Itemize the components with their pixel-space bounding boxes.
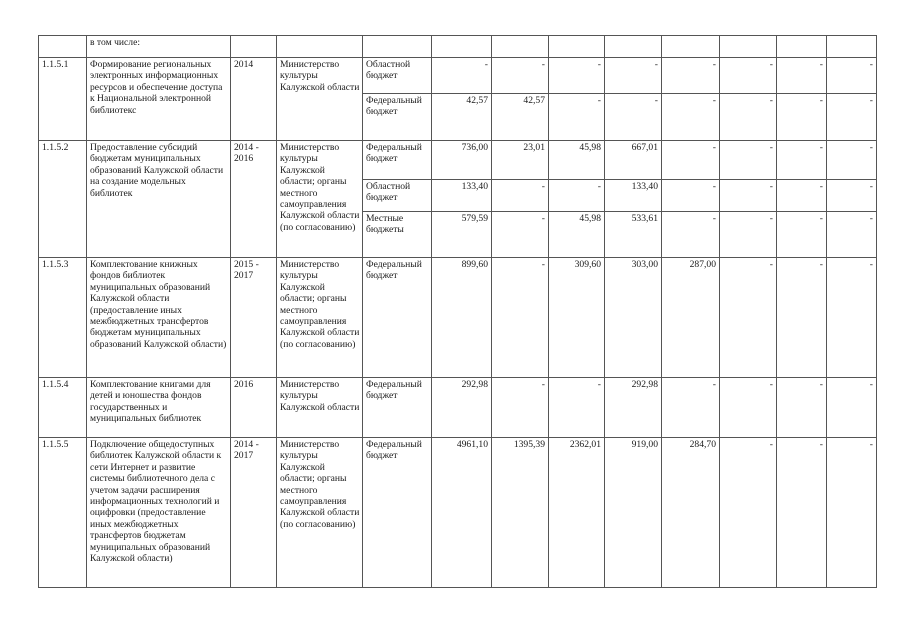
item-years-cell: 2016 — [231, 378, 277, 438]
item-code-cell: 1.1.5.2 — [39, 141, 87, 258]
subheading-cell: в том числе: — [87, 36, 231, 58]
amount-cell: - — [827, 58, 877, 94]
amount-cell: - — [720, 378, 777, 438]
table-row — [39, 36, 877, 58]
amount-cell: 919,00 — [605, 438, 662, 588]
funding-source-cell: Федеральный бюджет — [363, 141, 432, 180]
item-years-cell: 2014 — [231, 58, 277, 141]
table-row — [39, 58, 877, 94]
funding-source-cell: Областной бюджет — [363, 58, 432, 94]
document-page — [38, 35, 877, 588]
item-name-cell: Формирование региональных электронных информационных ресурсов и обеспечение доступа к Национальной электронной библиотекс — [87, 58, 231, 141]
amount-cell: - — [720, 212, 777, 258]
amount-cell: - — [662, 180, 720, 212]
item-executor-cell: Министерство культуры Калужской области; органы местного самоуправления Калужской области (по согласованию) — [277, 258, 363, 378]
item-name-cell: Подключение общедоступных библиотек Калужской области к сети Интернет и развитие системы библиотечного дела с учетом задачи расширения информационных технологий и оцифровки (предоставление иных межбюджетных трансфертов бюджетам муниципальных образований Калужской области) — [87, 438, 231, 588]
amount-cell: - — [605, 94, 662, 141]
amount-cell: 1395,39 — [492, 438, 549, 588]
amount-cell: - — [777, 212, 827, 258]
item-code-cell: 1.1.5.3 — [39, 258, 87, 378]
amount-cell: 133,40 — [605, 180, 662, 212]
amount-cell: 309,60 — [549, 258, 605, 378]
amount-cell: - — [720, 438, 777, 588]
amount-cell: 579,59 — [432, 212, 492, 258]
amount-cell: - — [492, 212, 549, 258]
amount-cell: - — [777, 378, 827, 438]
amount-cell: - — [827, 438, 877, 588]
amount-cell: 133,40 — [432, 180, 492, 212]
funding-source-cell: Федеральный бюджет — [363, 438, 432, 588]
amount-cell: - — [662, 141, 720, 180]
amount-cell: - — [777, 141, 827, 180]
amount-cell: - — [662, 94, 720, 141]
funding-source-cell: Федеральный бюджет — [363, 378, 432, 438]
amount-cell: - — [777, 180, 827, 212]
program-table — [38, 35, 877, 588]
amount-cell: 42,57 — [492, 94, 549, 141]
amount-cell: - — [492, 58, 549, 94]
table-row — [39, 378, 877, 438]
amount-cell: - — [605, 58, 662, 94]
amount-cell: - — [549, 94, 605, 141]
amount-cell: 533,61 — [605, 212, 662, 258]
item-name-cell: Комплектование книжных фондов библиотек муниципальных образований Калужской области (предоставление иных межбюджетных трансфертов бюджетам муниципальных образований Калужской области) — [87, 258, 231, 378]
amount-cell: 736,00 — [432, 141, 492, 180]
amount-cell: - — [492, 258, 549, 378]
amount-cell: - — [777, 438, 827, 588]
amount-cell: 284,70 — [662, 438, 720, 588]
amount-cell: - — [777, 258, 827, 378]
amount-cell: - — [777, 58, 827, 94]
table-row — [39, 438, 877, 588]
amount-cell: 899,60 — [432, 258, 492, 378]
amount-cell: 42,57 — [432, 94, 492, 141]
item-executor-cell: Министерство культуры Калужской области; органы местного самоуправления Калужской области (по согласованию) — [277, 141, 363, 258]
amount-cell: - — [720, 94, 777, 141]
amount-cell: - — [549, 180, 605, 212]
item-years-cell: 2015 - 2017 — [231, 258, 277, 378]
table-row — [39, 258, 877, 378]
amount-cell: - — [720, 58, 777, 94]
amount-cell: - — [827, 94, 877, 141]
item-code-cell: 1.1.5.5 — [39, 438, 87, 588]
item-code-cell: 1.1.5.1 — [39, 58, 87, 141]
amount-cell: - — [827, 141, 877, 180]
amount-cell: - — [432, 58, 492, 94]
amount-cell: 4961,10 — [432, 438, 492, 588]
item-code-cell: 1.1.5.4 — [39, 378, 87, 438]
amount-cell: - — [492, 180, 549, 212]
item-executor-cell: Министерство культуры Калужской области; органы местного самоуправления Калужской области (по согласованию) — [277, 438, 363, 588]
amount-cell: 292,98 — [432, 378, 492, 438]
amount-cell: 2362,01 — [549, 438, 605, 588]
amount-cell: - — [549, 378, 605, 438]
table-row — [39, 141, 877, 180]
amount-cell: - — [492, 378, 549, 438]
item-name-cell: Комплектование книгами для детей и юношества фондов государственных и муниципальных библиотек — [87, 378, 231, 438]
funding-source-cell: Областной бюджет — [363, 180, 432, 212]
amount-cell: - — [827, 212, 877, 258]
item-executor-cell: Министерство культуры Калужской области — [277, 378, 363, 438]
amount-cell: 303,00 — [605, 258, 662, 378]
amount-cell: - — [777, 94, 827, 141]
funding-source-cell: Местные бюджеты — [363, 212, 432, 258]
amount-cell: - — [827, 180, 877, 212]
table-body — [39, 36, 877, 588]
amount-cell: - — [662, 58, 720, 94]
amount-cell: 45,98 — [549, 141, 605, 180]
funding-source-cell: Федеральный бюджет — [363, 258, 432, 378]
amount-cell: - — [549, 58, 605, 94]
amount-cell: - — [720, 180, 777, 212]
amount-cell: - — [662, 378, 720, 438]
item-name-cell: Предоставление субсидий бюджетам муниципальных образований Калужской области на создание модельных библиотек — [87, 141, 231, 258]
amount-cell: - — [827, 258, 877, 378]
amount-cell: 287,00 — [662, 258, 720, 378]
amount-cell: 292,98 — [605, 378, 662, 438]
amount-cell: - — [720, 258, 777, 378]
amount-cell: 45,98 — [549, 212, 605, 258]
item-years-cell: 2014 - 2016 — [231, 141, 277, 258]
item-executor-cell: Министерство культуры Калужской области — [277, 58, 363, 141]
funding-source-cell: Федеральный бюджет — [363, 94, 432, 141]
amount-cell: 23,01 — [492, 141, 549, 180]
item-years-cell: 2014 - 2017 — [231, 438, 277, 588]
amount-cell: - — [720, 141, 777, 180]
amount-cell: 667,01 — [605, 141, 662, 180]
amount-cell: - — [662, 212, 720, 258]
amount-cell: - — [827, 378, 877, 438]
